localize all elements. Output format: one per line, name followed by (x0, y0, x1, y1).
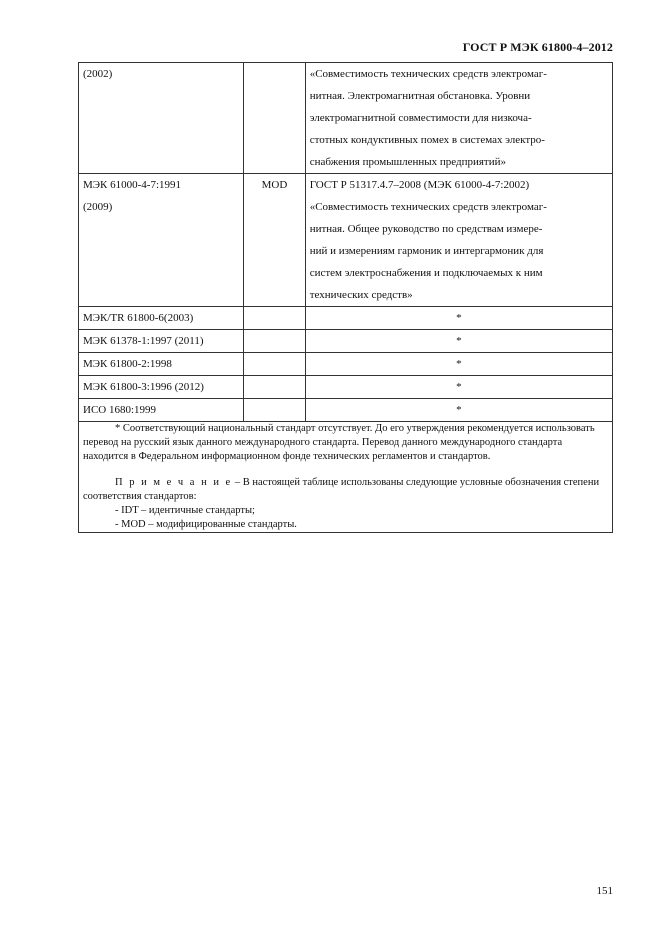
table-row (79, 307, 613, 330)
national-standard-cell: * (305, 307, 612, 330)
national-text-line: технических средств» (309, 289, 413, 301)
document-header: ГОСТ Р МЭК 61800-4–2012 (462, 40, 613, 54)
reference-cell: МЭК 61800-3:1996 (2012) (79, 376, 244, 399)
note-label: П р и м е ч а н и е (115, 477, 233, 488)
national-text-line: ний и измерениям гармоник и интергармоник для (309, 245, 544, 257)
reference-text: МЭК 61000-4-7:1991 (83, 179, 182, 191)
degree-cell (244, 376, 305, 399)
national-text-line: нитная. Электромагнитная обстановка. Уровни (309, 90, 531, 102)
national-text-line: систем электроснабжения и подключаемых к ним (309, 267, 543, 279)
reference-cell (79, 174, 244, 307)
degree-cell (244, 399, 305, 422)
footnote-text: * Соответствующий национальный стандарт отсутствует. До его утверждения рекомендуется использовать перевод на русский язык данного международного стандарта. Перевод данного международного стандарта находится в Федеральном информационном фонде технических регламентов и стандартов. (83, 423, 595, 462)
national-standard-cell (305, 174, 612, 307)
reference-text: (2002) (83, 68, 113, 80)
standards-table (78, 62, 613, 533)
note-item: - MOD – модифицированные стандарты. (115, 519, 297, 530)
table-row (79, 174, 613, 307)
footnote-cell (79, 422, 613, 533)
degree-cell: MOD (244, 174, 305, 307)
national-text-line: «Совместимость технических средств электромаг- (309, 201, 547, 213)
table-row (79, 63, 613, 174)
note-text: – В настоящей таблице использованы следующие условные обозначения степени соответствия стандартов: (83, 477, 600, 502)
table-row (79, 399, 613, 422)
note-item: - IDT – идентичные стандарты; (115, 505, 255, 516)
degree-cell (244, 330, 305, 353)
national-text-line: электромагнитной совместимости для низкоча- (309, 112, 532, 124)
national-standard-cell: * (305, 399, 612, 422)
national-text-line: «Совместимость технических средств электромаг- (309, 68, 547, 80)
reference-cell (79, 63, 244, 174)
national-text-line: нитная. Общее руководство по средствам измере- (309, 223, 543, 235)
note-paragraph (83, 476, 608, 504)
page-number: 151 (596, 885, 613, 897)
national-text-line: стотных кондуктивных помех в системах электро- (309, 134, 545, 146)
reference-cell: МЭК/TR 61800-6(2003) (79, 307, 244, 330)
table-row (79, 330, 613, 353)
national-standard-cell: * (305, 330, 612, 353)
degree-cell (244, 353, 305, 376)
footnote-row (79, 422, 613, 533)
table-row (79, 376, 613, 399)
national-standard-cell: * (305, 353, 612, 376)
degree-cell (244, 307, 305, 330)
reference-cell: МЭК 61378-1:1997 (2011) (79, 330, 244, 353)
national-standard-cell (305, 63, 612, 174)
reference-text: (2009) (83, 201, 113, 213)
national-text-line: снабжения промышленных предприятий» (309, 156, 507, 168)
national-text-line: ГОСТ Р 51317.4.7–2008 (МЭК 61000-4-7:2002) (309, 179, 530, 191)
reference-cell: ИСО 1680:1999 (79, 399, 244, 422)
national-standard-cell: * (305, 376, 612, 399)
degree-cell (244, 63, 305, 174)
reference-cell: МЭК 61800-2:1998 (79, 353, 244, 376)
table-row (79, 353, 613, 376)
